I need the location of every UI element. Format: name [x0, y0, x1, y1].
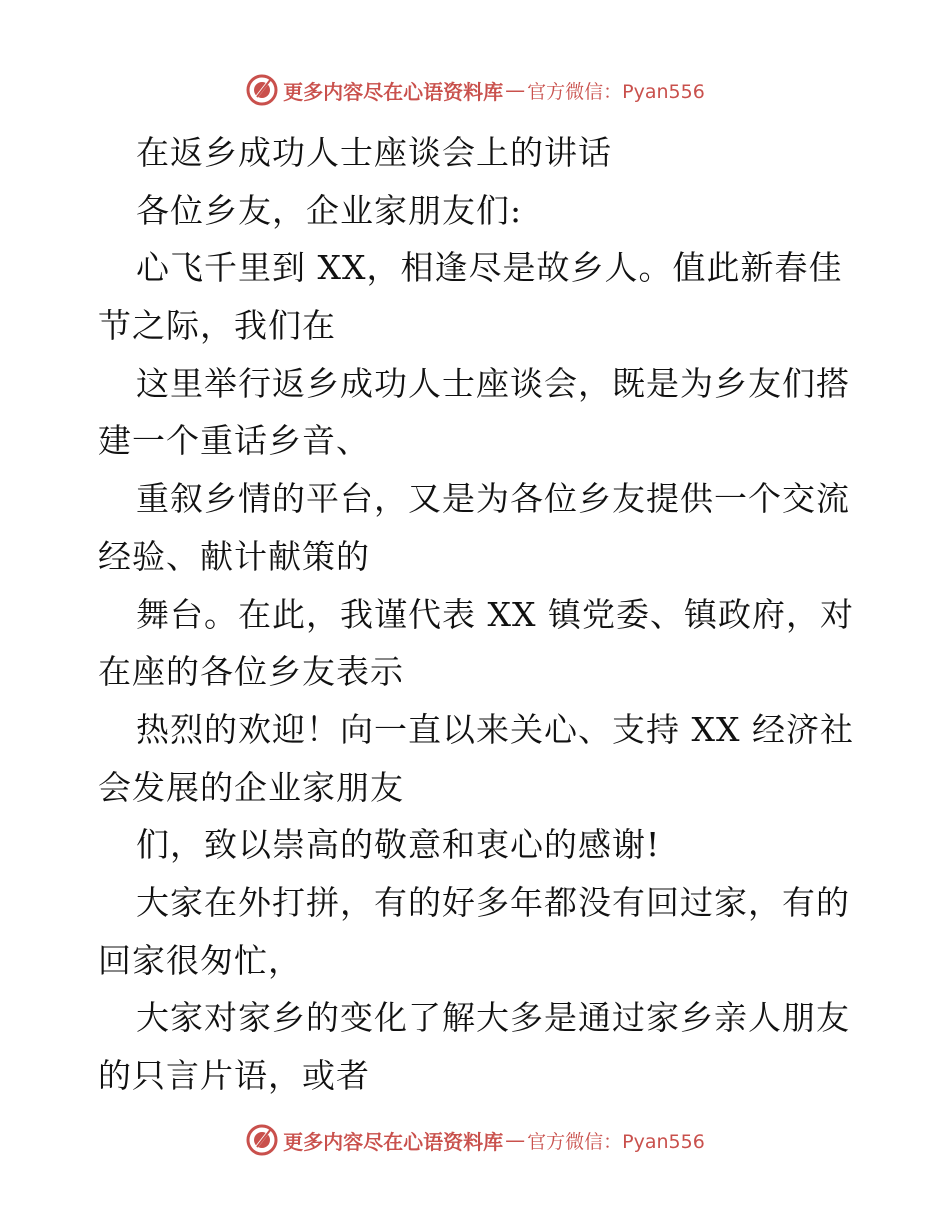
doc-line: 回家很匆忙， [98, 940, 302, 980]
watermark-separator: — [505, 1128, 526, 1152]
doc-line: 这里举行返乡成功人士座谈会，既是为乡友们搭 [136, 363, 850, 403]
watermark-text: 更多内容尽在心语资料库 [283, 1129, 504, 1154]
watermark-text: 更多内容尽在心语资料库 [283, 79, 504, 104]
watermark-separator: — [505, 78, 526, 102]
doc-line: 们，致以崇高的敬意和衷心的感谢! [136, 825, 661, 865]
watermark-footer [0, 1120, 950, 1160]
watermark-wechat: 官方微信：Pyan556 [527, 1130, 705, 1153]
watermark-wechat: 官方微信：Pyan556 [527, 80, 705, 103]
doc-line: 会发展的企业家朋友 [98, 767, 404, 807]
doc-line: 大家对家乡的变化了解大多是通过家乡亲人朋友 [136, 998, 850, 1038]
doc-line: 在返乡成功人士座谈会上的讲话 [136, 133, 612, 172]
doc-line: 大家在外打拼，有的好多年都没有回过家，有的 [136, 882, 850, 922]
document-body [98, 124, 858, 1105]
doc-line: 节之际，我们在 [98, 306, 336, 346]
doc-line: 热烈的欢迎！向一直以来关心、支持 XX 经济社 [136, 709, 854, 749]
doc-line: 心飞千里到 XX，相逢尽是故乡人。值此新春佳 [136, 248, 843, 288]
doc-line: 经验、献计献策的 [98, 536, 370, 576]
doc-line: 的只言片语，或者 [98, 1056, 370, 1095]
doc-line: 在座的各位乡友表示 [98, 652, 404, 692]
logo-icon [245, 73, 279, 107]
doc-line: 建一个重话乡音、 [98, 421, 370, 461]
logo-icon [245, 1123, 279, 1157]
watermark-header [0, 70, 950, 110]
doc-line: 各位乡友，企业家朋友们: [136, 190, 523, 230]
doc-line: 重叙乡情的平台，又是为各位乡友提供一个交流 [136, 479, 850, 519]
doc-line: 舞台。在此，我谨代表 XX 镇党委、镇政府，对 [136, 594, 854, 634]
